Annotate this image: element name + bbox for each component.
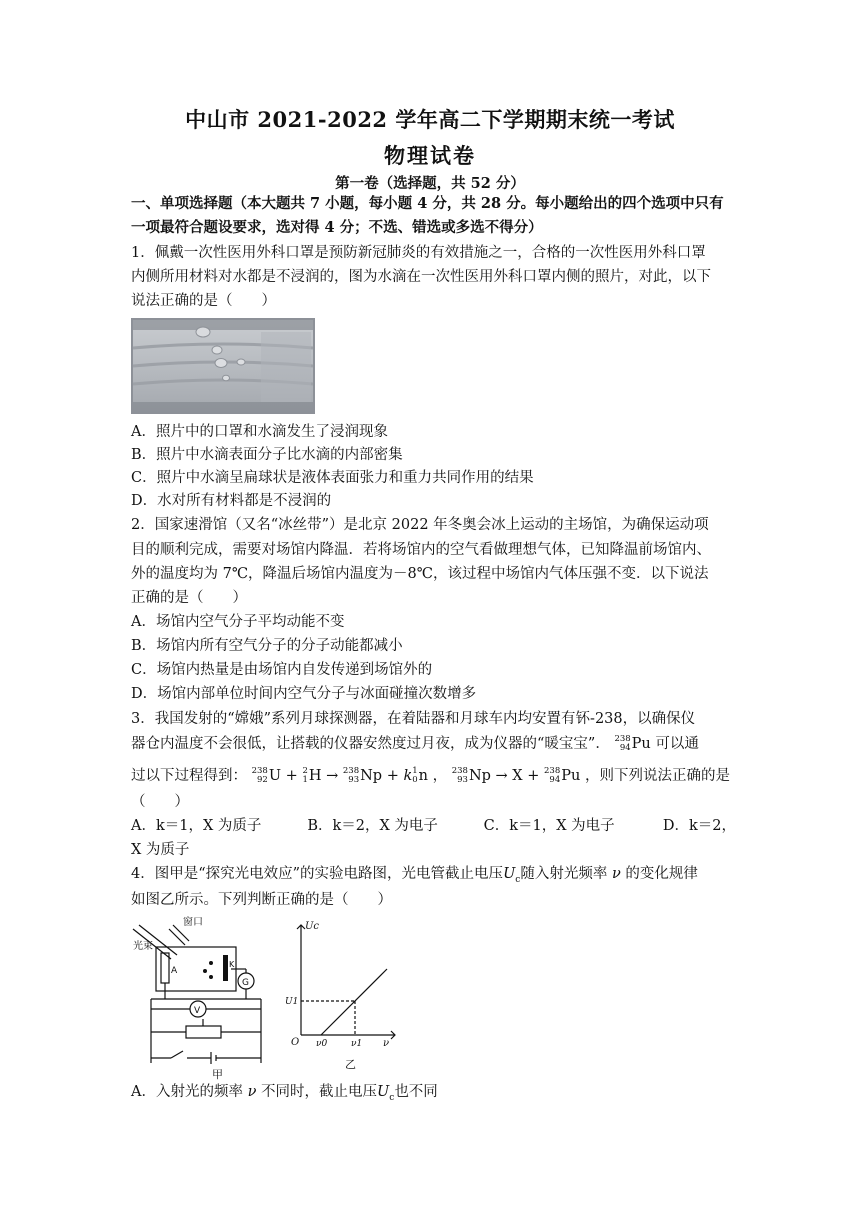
q3-stem-line3-text: 过以下过程得到：: [131, 768, 247, 784]
q3-options-row: [131, 816, 736, 836]
q2-stem-line1: 2．国家速滑馆（又名“冰丝带”）是北京 2022 年冬奥会冰上运动的主场馆，为确保运动项: [131, 517, 709, 533]
q1-option-c: C．照片中水滴呈扁球状是液体表面张力和重力共同作用的结果: [131, 470, 534, 486]
q3-stem-line4: （ ）: [131, 794, 189, 810]
nu1-label: ν1: [351, 1039, 363, 1049]
q3-stem-line3-tail: ，则下列说法正确的是: [584, 768, 730, 784]
q3-option-d: D．k＝2，: [662, 818, 736, 834]
voltmeter-label: V: [194, 1006, 201, 1016]
q3-option-c: C．k＝1，X 为电子: [483, 818, 615, 834]
q3-stem-line3: [131, 766, 731, 786]
q4-stem-line1: [131, 864, 731, 890]
q3-stem-line1: 3．我国发射的“嫦娥”系列月球探测器，在着陆器和月球车内均安置有钚-238，以确保仪: [131, 711, 696, 727]
q3-stem-line2-tail: 可以通: [655, 736, 699, 752]
q3-option-a: A．k＝1，X 为质子: [131, 818, 262, 834]
u1-label: U1: [285, 997, 299, 1007]
instructions-line2: 一项最符合题设要求，选对得 4 分；不选、错选或多选不得分）: [131, 219, 543, 236]
circuit-caption: 甲: [212, 1068, 223, 1081]
cathode-label: K: [229, 960, 235, 969]
q1-option-b: B．照片中水滴表面分子比水滴的内部密集: [131, 447, 403, 463]
graph-caption: 乙: [345, 1058, 356, 1071]
q2-option-b: B．场馆内所有空气分子的分子动能都减小: [131, 638, 403, 654]
q4-stem-line1-tail: 的变化规律: [625, 866, 698, 882]
q2-option-c: C．场馆内热量是由场馆内自发传递到场馆外的: [131, 662, 433, 678]
q1-stem-line2: 内侧所用材料对水都是不浸润的，图为水滴在一次性医用外科口罩内侧的照片，对此，以下: [131, 269, 711, 285]
nu-symbol: ν: [607, 866, 626, 882]
exam-title: 中山市 2021-2022 学年高二下学期期末统一考试: [185, 107, 675, 132]
q4-option-a: [131, 1082, 731, 1108]
q4-option-a-text1: A．入射光的频率: [131, 1084, 243, 1100]
nu0-label: ν0: [316, 1039, 328, 1049]
q4-option-a-text2: 不同时，截止电压: [261, 1084, 378, 1100]
mask-water-drop-photo: [131, 318, 315, 414]
pu238-symbol: 238 94 Pu: [614, 734, 656, 753]
q1-option-a: A．照片中的口罩和水滴发生了浸润现象: [131, 424, 388, 440]
q3-option-d-continued: X 为质子: [131, 842, 190, 858]
q2-stem-line3: 外的温度均为 7℃，降温后场馆内温度为－8℃，该过程中场馆内气体压强不变．以下说法: [131, 566, 709, 582]
q4-option-a-text3: 也不同: [394, 1084, 438, 1100]
uc-line: [321, 969, 387, 1035]
exam-subject: 物理试卷: [384, 143, 476, 168]
q2-option-a: A．场馆内空气分子平均动能不变: [131, 614, 345, 630]
nuclear-reaction-equation: 238 92 U + 2 1 H → 238 93 Np + k 1 0 n ， 238 93 Np → X + 238 94 Pu: [251, 766, 581, 785]
q3-stem-line2: [131, 734, 731, 754]
uc-vs-frequency-graph: [285, 915, 405, 1075]
q2-option-d: D．场馆内部单位时间内空气分子与冰面碰撞次数增多: [131, 686, 477, 702]
anode-label: A: [171, 966, 178, 976]
q3-stem-line2-text: 器仓内温度不会很低，让搭载的仪器安然度过月夜，成为仪器的“暖宝宝”．: [131, 736, 610, 752]
q1-option-d: D．水对所有材料都是不浸润的: [131, 493, 332, 509]
rheostat: [186, 1026, 221, 1038]
x-axis-label: ν: [383, 1038, 390, 1049]
q4-stem-line2: 如图乙所示。下列判断正确的是（ ）: [131, 892, 392, 908]
q3-option-b: B．k＝2，X 为电子: [307, 818, 438, 834]
y-axis-label: Uc: [305, 921, 320, 932]
section-title: 第一卷（选择题，共 52 分）: [335, 175, 525, 192]
q4-stem-line1-text: 4．图甲是“探究光电效应”的实验电路图，光电管截止电压: [131, 866, 504, 882]
uc-symbol: $U_c$: [503, 866, 521, 885]
q4-stem-line1-mid: 随入射光频率: [520, 866, 608, 882]
galvanometer-label: G: [242, 978, 249, 988]
q2-stem-line2: 目的顺利完成，需要对场馆内降温．若将场馆内的空气看做理想气体，已知降温前场馆内、: [131, 542, 711, 558]
uc-symbol-a: $U_c$: [377, 1084, 395, 1103]
q1-stem-line1: 1．佩戴一次性医用外科口罩是预防新冠肺炎的有效措施之一，合格的一次性医用外科口罩: [131, 245, 706, 261]
window-label: 窗口: [183, 917, 203, 928]
origin-label: O: [291, 1037, 300, 1048]
instructions-line1: 一、单项选择题（本大题共 7 小题，每小题 4 分，共 28 分。每小题给出的四个选项中只有: [131, 195, 724, 212]
q2-stem-line4: 正确的是（ ）: [131, 590, 247, 606]
photoelectric-circuit-diagram: [131, 915, 281, 1065]
nu-symbol-a: ν: [242, 1084, 262, 1100]
q1-stem-line3: 说法正确的是（ ）: [131, 293, 276, 309]
beam-label: 光束: [133, 941, 153, 952]
